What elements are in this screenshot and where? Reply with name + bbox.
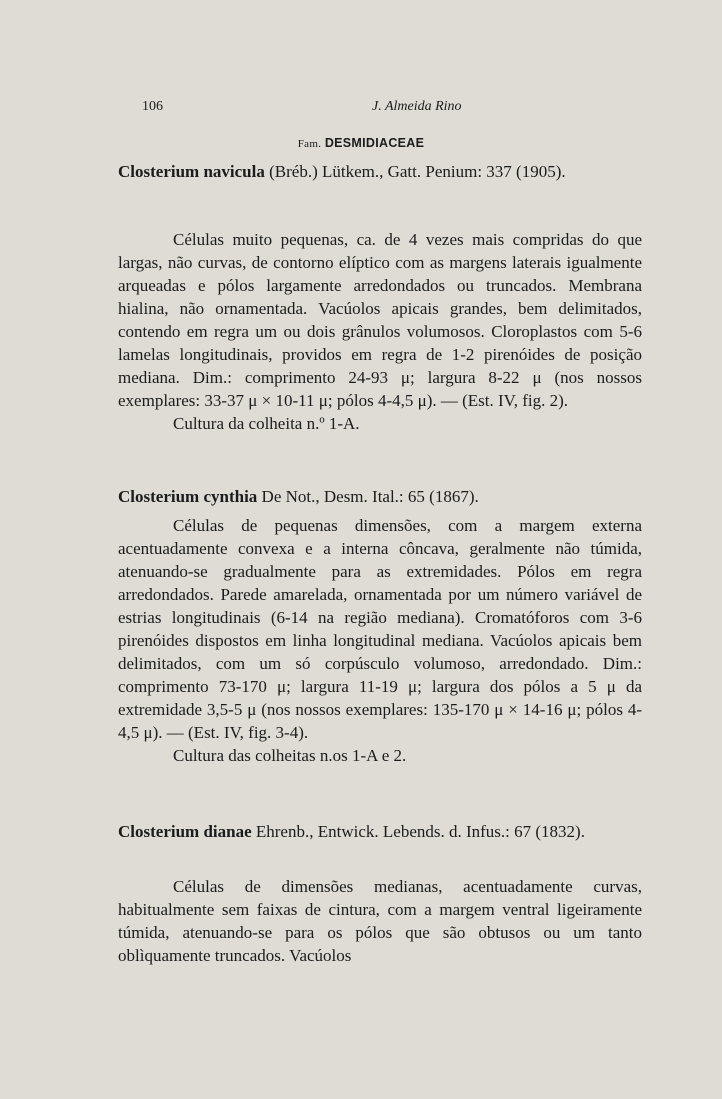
- family-name: DESMIDIACEAE: [324, 136, 425, 150]
- species-citation: (Bréb.) Lütkem., Gatt. Penium: 337 (1905).: [264, 162, 566, 181]
- species-description-2: [118, 514, 642, 767]
- culture-note: Cultura da colheita n.º 1-A.: [173, 414, 360, 433]
- species-name: Closterium dianae: [118, 822, 252, 841]
- species-citation: Ehrenb., Entwick. Lebends. d. Infus.: 67 (1832).: [251, 822, 585, 841]
- species-name: Closterium navicula: [118, 162, 265, 181]
- culture-note: Cultura das colheitas n.os 1-A e 2.: [173, 746, 407, 765]
- family-prefix: Fam.: [297, 138, 322, 150]
- species-name: Closterium cynthia: [118, 487, 258, 506]
- species-heading: [118, 160, 642, 183]
- species-description-1: [118, 228, 642, 435]
- family-heading: [0, 135, 722, 151]
- page-number: 106: [142, 99, 163, 114]
- species-entry-1: [118, 160, 642, 183]
- species-entry-3: [118, 820, 642, 843]
- species-heading: [118, 485, 642, 508]
- running-author: J. Almeida Rino: [372, 99, 462, 114]
- description-paragraph: Células de dimensões medianas, acentuadamente curvas, habitualmente sem faixas de cintura, com a margem ventral ligeiramente túmida, atenuando-se para os pólos que são obtusos ou um tanto oblìquamente truncados. Vacúolos: [118, 877, 642, 965]
- species-entry-2: [118, 485, 642, 508]
- description-paragraph: Células de pequenas dimensões, com a margem externa acentuadamente convexa e a interna côncava, geralmente não túmida, atenuando-se gradualmente para as extremidades. Pólos em regra arredondados. Parede amarelada, ornamentada por um número variável de estrias longitudinais (6-14 na região mediana). Cromatóforos com 3-6 pirenóides dispostos em linha longitudinal mediana. Vacúolos apicais bem delimitados, com um só corpúsculo volumoso, arredondado. Dim.: comprimento 73-170 μ; largura 11-19 μ; largura dos pólos a 5 μ da extremidade 3,5-5 μ (nos nossos exemplares: 135-170 μ × 14-16 μ; pólos 4-4,5 μ). — (Est. IV, fig. 3-4).: [118, 516, 642, 742]
- species-heading: [118, 820, 642, 843]
- species-citation: De Not., Desm. Ital.: 65 (1867).: [257, 487, 479, 506]
- species-description-3: [118, 875, 642, 967]
- description-paragraph: Células muito pequenas, ca. de 4 vezes mais compridas do que largas, não curvas, de contorno elíptico com as margens laterais igualmente arqueadas e pólos largamente arredondados ou truncados. Membrana hialina, não ornamentada. Vacúolos apicais grandes, bem delimitados, contendo em regra um ou dois grânulos volumosos. Cloroplastos com 5-6 lamelas longitudinais, providos em regra de 1-2 pirenóides de posição mediana. Dim.: comprimento 24-93 μ; largura 8-22 μ (nos nossos exemplares: 33-37 μ × 10-11 μ; pólos 4-4,5 μ). — (Est. IV, fig. 2).: [118, 230, 642, 410]
